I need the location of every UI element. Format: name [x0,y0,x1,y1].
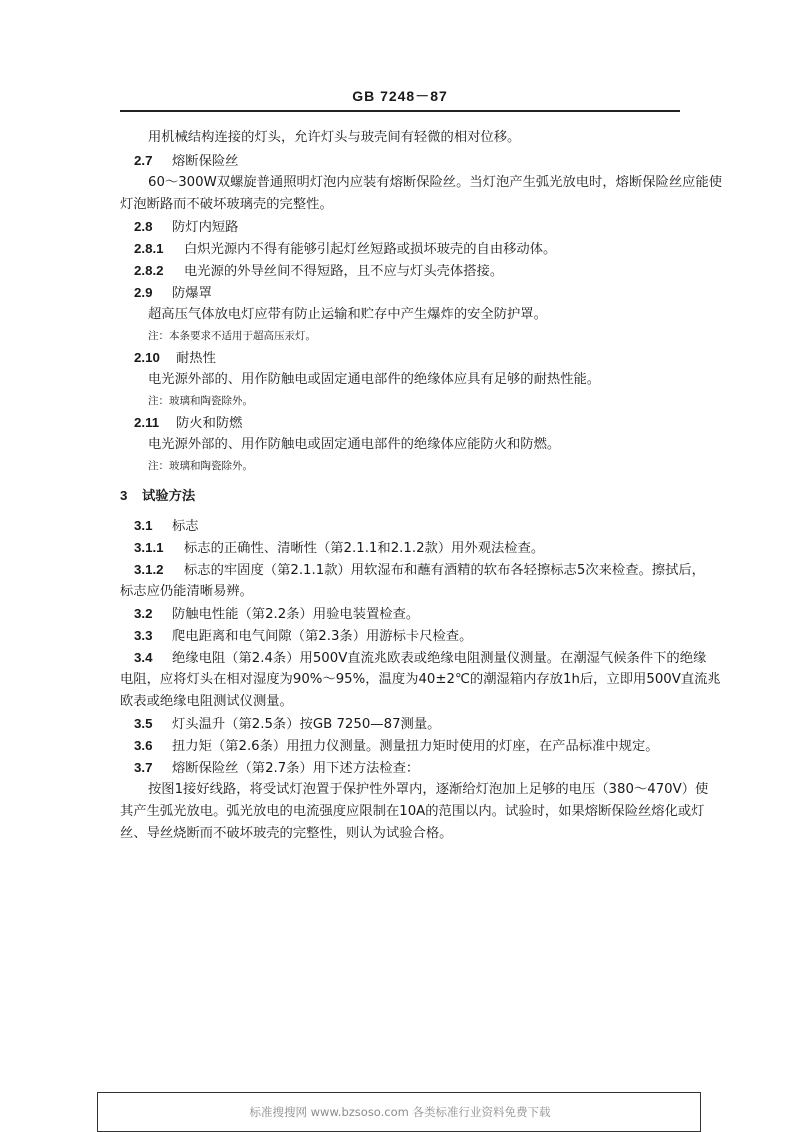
paragraph-line: 灯泡断路而不破坏玻璃壳的完整性。 [120,197,333,212]
clause-line [134,540,544,557]
clause-line [134,738,659,755]
clause-number: 3.3 [134,628,153,643]
clause-text: 绝缘电阻（第2.4条）用500V直流兆欧表或绝缘电阻测量仪测量。在潮湿气候条件下的绝缘 [172,651,707,666]
clause-line [134,760,419,777]
header-rule [120,110,680,112]
clause-text: 爬电距离和电气间隙（第2.3条）用游标卡尺检查。 [172,629,473,644]
page-header: GB 7248－87 [352,88,448,104]
clause-line [134,716,440,733]
clause-number: 3.1.2 [134,562,164,577]
paragraph-line: 电光源外部的、用作防触电或固定通电部件的绝缘体应能防火和防燃。 [148,437,561,452]
clause-text: 防触电性能（第2.2条）用验电装置检查。 [172,607,420,622]
paragraph-line: 60～300W双螺旋普通照明灯泡内应装有熔断保险丝。当灯泡产生弧光放电时，熔断保险丝应能使 [148,175,723,190]
paragraph-line: 用机械结构连接的灯头，允许灯头与玻壳间有轻微的相对位移。 [148,130,521,145]
section-heading [134,415,242,432]
clause-number: 3.4 [134,650,153,665]
paragraph-line: 电光源外部的、用作防触电或固定通电部件的绝缘体应具有足够的耐热性能。 [148,372,601,387]
clause-text: 扭力矩（第2.6条）用扭力仪测量。测量扭力矩时使用的灯座，在产品标准中规定。 [172,739,659,754]
clause-text: 灯头温升（第2.5条）按GB 7250—87测量。 [172,717,441,732]
clause-number: 3.5 [134,716,153,731]
section-heading [134,285,212,302]
footer-banner-text[interactable]: 标准搜搜网 www.bzsoso.com 各类标准行业资料免费下载 [249,1105,551,1119]
section-heading [134,350,216,367]
paragraph-line: 丝、导丝烧断而不破坏玻壳的完整性，则认为试验合格。 [120,826,453,841]
section-number: 2.7 [134,153,153,168]
paragraph-line: 按图1接好线路，将受试灯泡置于保护性外罩内，逐渐给灯泡加上足够的电压（380～470V）使 [148,782,709,797]
section-title: 标志 [172,519,199,534]
clause-number: 3.7 [134,760,153,775]
section-number: 3.1 [134,518,153,533]
clause-line [134,263,503,280]
section-number: 2.10 [134,350,160,365]
note-line: 注：本条要求不适用于超高压汞灯。 [148,330,316,342]
section-title: 防火和防燃 [176,416,243,431]
clause-text: 标志的正确性、清晰性（第2.1.1和2.1.2款）用外观法检查。 [184,541,545,556]
clause-text: 熔断保险丝（第2.7条）用下述方法检查： [172,761,420,776]
clause-line [134,606,419,623]
note-line: 注：玻璃和陶瓷除外。 [148,395,253,407]
paragraph-line: 标志应仍能清晰易辨。 [120,584,253,599]
clause-number: 3.1.1 [134,540,164,555]
section-title: 耐热性 [176,351,216,366]
clause-line [134,628,472,645]
paragraph-line: 超高压气体放电灯应带有防止运输和贮存中产生爆炸的安全防护罩。 [148,307,547,322]
chapter-title: 试验方法 [142,489,196,504]
section-title: 防爆罩 [172,286,212,301]
clause-text: 电光源的外导丝间不得短路，且不应与灯头壳体搭接。 [184,264,504,279]
chapter-number: 3 [120,488,128,503]
clause-text: 白炽光源内不得有能够引起灯丝短路或损坏玻壳的自由移动体。 [184,242,557,257]
paragraph-line: 其产生弧光放电。弧光放电的电流强度应限制在10A的范围以内。试验时，如果熔断保险丝熔化或灯 [120,804,705,819]
clause-number: 3.2 [134,606,153,621]
clause-text: 标志的牢固度（第2.1.1款）用软湿布和蘸有酒精的软布各轻擦标志5次来检查。擦拭后， [184,563,705,578]
paragraph-line: 欧表或绝缘电阻测试仪测量。 [120,694,293,709]
clause-line [134,241,556,258]
clause-line [134,562,705,579]
clause-number: 2.8.1 [134,241,164,256]
section-number: 2.9 [134,285,153,300]
section-heading [134,219,238,236]
clause-number: 3.6 [134,738,153,753]
clause-number: 2.8.2 [134,263,164,278]
section-title: 熔断保险丝 [172,154,239,169]
section-heading [134,518,199,535]
section-number: 2.11 [134,415,160,430]
section-title: 防灯内短路 [172,220,239,235]
section-heading [134,153,238,170]
section-number: 2.8 [134,219,153,234]
chapter-heading [120,488,195,505]
clause-line [134,650,706,667]
paragraph-line: 电阻，应将灯头在相对湿度为90%～95%，温度为40±2℃的潮湿箱内存放1h后，立即用500V直流兆 [120,672,721,687]
note-line: 注：玻璃和陶瓷除外。 [148,460,253,472]
